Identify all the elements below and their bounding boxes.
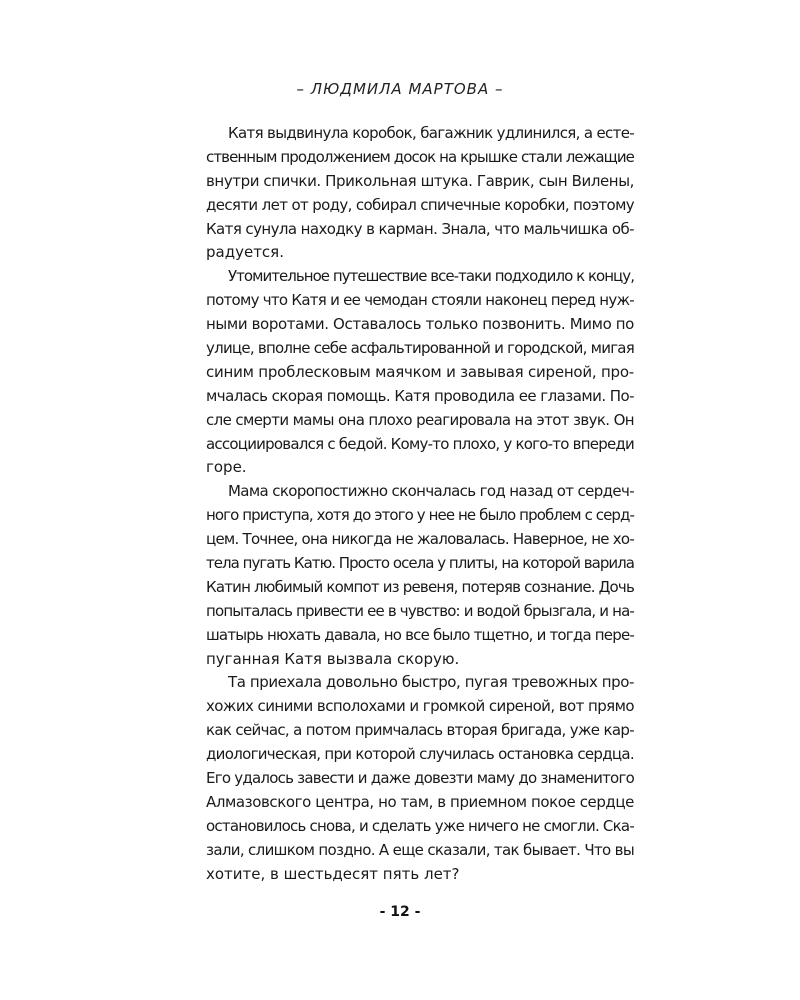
text-line: Катя сунула находку в карман. Знала, что мальчишка об- [206,219,634,238]
text-line: Его удалось завести и даже довезти маму до знаменитого [206,769,634,788]
text-line: тела пугать Катю. Просто осела у плиты, на которой варила [206,554,634,573]
text-line: ственным продолжением досок на крышке стали лежащие [206,147,634,166]
text-line: ного приступа, хотя до этого у нее не было проблем с серд- [206,506,634,525]
body-text [206,122,634,887]
text-line: зали, слишком поздно. А еще сказали, так бывает. Что вы [206,840,634,859]
paragraph-1 [206,122,634,265]
text-line: потому что Катя и ее чемодан стояли наконец перед нуж- [206,291,634,310]
text-line: как сейчас, а потом примчалась вторая бригада, уже кар- [206,721,634,740]
text-line: хожих синими всполохами и громкой сиреной, вот прямо [206,697,634,716]
text-line: синим проблесковым маячком и завывая сиреной, про- [206,362,634,381]
text-line: улице, вполне себе асфальтированной и городской, мигая [206,339,634,358]
text-line: Катин любимый компот из ревеня, потеряв сознание. Дочь [206,577,634,596]
text-line: Катя выдвинула коробок, багажник удлинился, а есте- [228,124,634,142]
text-line: Мама скоропостижно скончалась год назад от сердеч- [228,482,634,501]
text-line: ассоциировался с бедой. Кому-то плохо, у кого-то впереди [206,434,634,453]
text-line: попыталась привести ее в чувство: и водой брызгала, и на- [206,601,634,620]
paragraph-2 [206,265,634,480]
text-line: Алмазовского центра, но там, в приемном покое сердце [206,792,634,811]
text-line: цем. Точнее, она никогда не жаловалась. Наверное, не хо- [206,530,634,549]
text-line: Та приехала довольно быстро, пугая тревожных про- [228,673,634,692]
paragraph-3 [206,480,634,671]
text-line: шатырь нюхать давала, но все было тщетно, и тогда пере- [206,625,634,644]
text-line: внутри спички. Прикольная штука. Гаврик, сын Вилены, [206,171,634,190]
text-line: хотите, в шестьдесят пять лет? [206,864,460,883]
text-line: сле смерти мамы она плохо реагировала на этот звук. Он [206,410,634,429]
text-line: десяти лет от роду, собирал спичечные коробки, поэтому [206,195,634,214]
text-line: остановилось снова, и сделать уже ничего не смогли. Ска- [206,816,634,835]
running-header: – ЛЮДМИЛА МАРТОВА – [296,80,504,98]
text-line: диологическая, при которой случилась остановка сердца. [206,745,634,764]
page-number: - 12 - [379,904,421,920]
text-line: Утомительное путешествие все-таки подходило к концу, [228,267,634,286]
text-line: пуганная Катя вызвала скорую. [206,649,460,668]
text-line: ными воротами. Оставалось только позвонить. Мимо по [206,315,634,334]
text-line: мчалась скорая помощь. Катя проводила ее глазами. По- [206,386,634,405]
text-line: горе. [206,458,247,477]
text-line: радуется. [206,243,284,262]
paragraph-4 [206,671,634,886]
